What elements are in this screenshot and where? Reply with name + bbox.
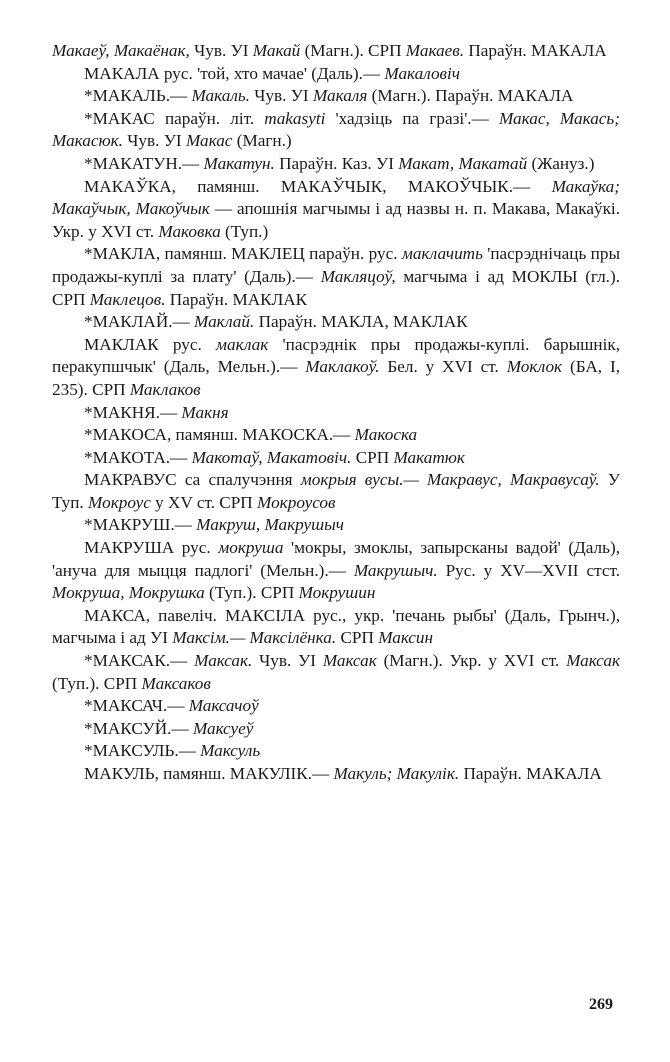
- entry-text: Параўн. Каз. УІ: [279, 153, 399, 173]
- dictionary-entry: [52, 334, 620, 402]
- entry-text: 'пасрэднічаць пры продажы-куплі за плату' (Даль).—: [52, 244, 620, 286]
- italic-form: Макай: [252, 41, 305, 60]
- italic-form: Макаев.: [405, 41, 469, 60]
- italic-form: Макаль.: [191, 86, 255, 106]
- entry-text: *МАКАТУН.—: [84, 153, 204, 173]
- italic-form: Максак: [322, 651, 384, 671]
- entry-text: *МАКОТА.—: [84, 447, 192, 467]
- entry-text: МАКАЎКА, памянш. МАКАЎЧЫК, МАКОЎЧЫК.—: [84, 176, 552, 196]
- italic-form: маклачить: [401, 244, 488, 264]
- entry-text: *МАКЛА, памянш. МАКЛЕЦ параўн. рус.: [84, 244, 402, 264]
- dictionary-entry: [52, 108, 620, 153]
- dictionary-entry: [52, 537, 620, 605]
- entry-text: *МАКСУЛЬ.—: [84, 741, 201, 761]
- italic-form: Макаўка; Макаўчык, Макоўчык: [52, 176, 620, 219]
- italic-form: Макня: [181, 402, 229, 422]
- italic-form: мокрыя вусы.— Макравус, Макравусаў.: [300, 470, 608, 490]
- italic-form: Макас: [185, 131, 237, 151]
- entry-text: *МАКРУШ.—: [84, 515, 197, 535]
- dictionary-entry: [52, 650, 620, 695]
- italic-form: Макаеў, Макаёнак,: [52, 41, 195, 60]
- dictionary-entry: [52, 695, 620, 718]
- entry-text: Чув. УІ: [127, 131, 186, 151]
- entry-text: Чув. УІ: [194, 41, 253, 60]
- italic-form: Макотаў, Макатовіч.: [191, 447, 356, 467]
- dictionary-entry: [52, 153, 620, 176]
- entry-text: Чув. УІ: [254, 86, 313, 106]
- entry-text: (БА, I, 235). СРП: [52, 357, 621, 399]
- entry-text: СРП: [340, 628, 379, 648]
- italic-form: Маковка: [158, 221, 225, 241]
- italic-form: Максуль: [200, 741, 261, 761]
- italic-form: Максім.— Максілёнка.: [172, 628, 341, 648]
- entry-text: *МАКАЛЬ.—: [84, 86, 192, 106]
- entry-text: магчыма і ад МОКЛЫ (гл.). СРП: [52, 266, 620, 309]
- dictionary-entry: [52, 243, 620, 311]
- italic-form: Максин: [378, 628, 434, 648]
- italic-form: makasyti: [264, 108, 336, 128]
- italic-form: Макляцоў,: [320, 266, 404, 286]
- italic-form: Максаков: [141, 673, 211, 693]
- entry-text: (Туп.). СРП: [52, 673, 142, 693]
- italic-form: Макатун.: [203, 153, 280, 173]
- entry-text: (Туп.): [224, 221, 269, 241]
- entry-text: (Магн.): [236, 131, 292, 151]
- entry-text: — апошнія магчымы і ад назвы н. п. Макава, Макаўкі. Укр. у XVI ст.: [52, 199, 620, 241]
- dictionary-entry: [52, 718, 620, 741]
- entry-text: 'хадзіць па гразі'.—: [335, 108, 499, 128]
- entry-text: Рус. у XV—XVII стст.: [445, 560, 620, 580]
- entry-text: Параўн. МАКАЛА: [468, 41, 607, 60]
- entry-text: Параўн. МАКАЛА: [463, 764, 602, 783]
- italic-form: Мокроус: [88, 492, 156, 512]
- entry-text: МАКАЛА рус. 'той, хто мачае' (Даль).—: [84, 63, 385, 83]
- entry-text: (Магн.). Укр. у XVI ст.: [383, 651, 567, 671]
- entry-text: 'мокры, змоклы, запырсканы вадой' (Даль), 'анучa для мыцця падлогі' (Мельн.).—: [52, 538, 620, 580]
- italic-form: Максак: [566, 651, 620, 671]
- entry-text: *МАКНЯ.—: [84, 402, 182, 422]
- entry-text: (Магн.). Параўн. МАКАЛА: [371, 86, 574, 106]
- italic-form: Макаловіч: [384, 63, 460, 83]
- italic-form: Маклецов.: [89, 289, 170, 309]
- italic-form: Макас, Макась; Макасюк.: [52, 108, 620, 151]
- italic-form: Макатюк: [393, 447, 465, 467]
- dictionary-entry: [52, 605, 620, 650]
- dictionary-entry: [52, 424, 620, 447]
- entry-text: *МАКОСА, памянш. МАКОСКА.—: [84, 425, 355, 445]
- dictionary-page: [52, 40, 620, 786]
- entry-text: Параўн. МАКЛАК: [169, 289, 308, 309]
- entry-text: *МАКСУЙ.—: [84, 718, 193, 738]
- dictionary-entry: [52, 402, 620, 425]
- entry-text: СРП: [355, 447, 394, 467]
- italic-form: Мокрушин: [298, 583, 376, 603]
- entry-text: *МАКАС параўн. літ.: [84, 108, 265, 128]
- entry-text: (Магн.). СРП: [304, 41, 406, 60]
- dictionary-entry: [52, 63, 620, 86]
- italic-form: Мокруша, Мокрушка: [52, 583, 210, 603]
- dictionary-entry: [52, 447, 620, 470]
- italic-form: Моклок: [506, 357, 570, 377]
- dictionary-entry: [52, 469, 620, 514]
- entry-text: МАКЛАК рус.: [84, 334, 217, 354]
- dictionary-entry: [52, 176, 620, 244]
- entry-text: Бел. у XVI ст.: [387, 357, 507, 377]
- italic-form: Маклакоў.: [305, 357, 388, 377]
- dictionary-entry: [52, 740, 620, 763]
- entry-text: *МАКСАК.—: [84, 651, 195, 671]
- italic-form: Маклай.: [194, 312, 259, 332]
- italic-form: Макруш, Макрушыч: [196, 515, 344, 535]
- italic-form: маклак: [216, 334, 283, 354]
- italic-form: Максак.: [194, 651, 260, 671]
- italic-form: Маклаков: [129, 379, 201, 399]
- entry-text: у XV ст. СРП: [155, 492, 258, 512]
- page-number: 269: [589, 996, 613, 1013]
- italic-form: Макат, Макатай: [398, 153, 532, 173]
- dictionary-entry: [52, 85, 620, 108]
- entry-text: (Туп.). СРП: [209, 583, 299, 603]
- entry-text: *МАКЛАЙ.—: [84, 312, 195, 332]
- italic-form: Макоска: [354, 425, 418, 445]
- entry-text: МАКСА, павеліч. МАКСІЛА рус., укр. 'печань рыбы' (Даль, Грынч.), магчыма і ад УІ: [52, 605, 620, 648]
- dictionary-entry: [52, 763, 620, 786]
- dictionary-entry: [52, 40, 620, 63]
- italic-form: Максуеў: [192, 718, 254, 738]
- entry-text: МАКУЛЬ, памянш. МАКУЛІК.—: [84, 764, 334, 783]
- dictionary-entry: [52, 311, 620, 334]
- entry-text: 'пасрэднік пры продажы-куплі. барышнік, перакупшчык' (Даль, Мельн.).—: [52, 334, 621, 377]
- entry-text: *МАКСАЧ.—: [84, 696, 189, 716]
- entry-text: Параўн. МАКЛА, МАКЛАК: [258, 312, 468, 332]
- entry-text: Чув. УІ: [259, 651, 323, 671]
- italic-form: Макаля: [312, 86, 372, 106]
- italic-form: Макрушыч.: [353, 560, 446, 580]
- italic-form: Макуль; Макулік.: [333, 764, 464, 783]
- italic-form: мокруша: [218, 538, 292, 558]
- dictionary-entry: [52, 514, 620, 537]
- italic-form: Мокроусов: [257, 492, 336, 512]
- entry-text: МАКРАВУС са спалучэння: [84, 470, 301, 490]
- entry-text: МАКРУША рус.: [84, 538, 219, 558]
- entry-text: У Туп.: [52, 470, 620, 512]
- italic-form: Максачоў: [188, 696, 259, 716]
- entry-text: (Жануз.): [531, 153, 595, 173]
